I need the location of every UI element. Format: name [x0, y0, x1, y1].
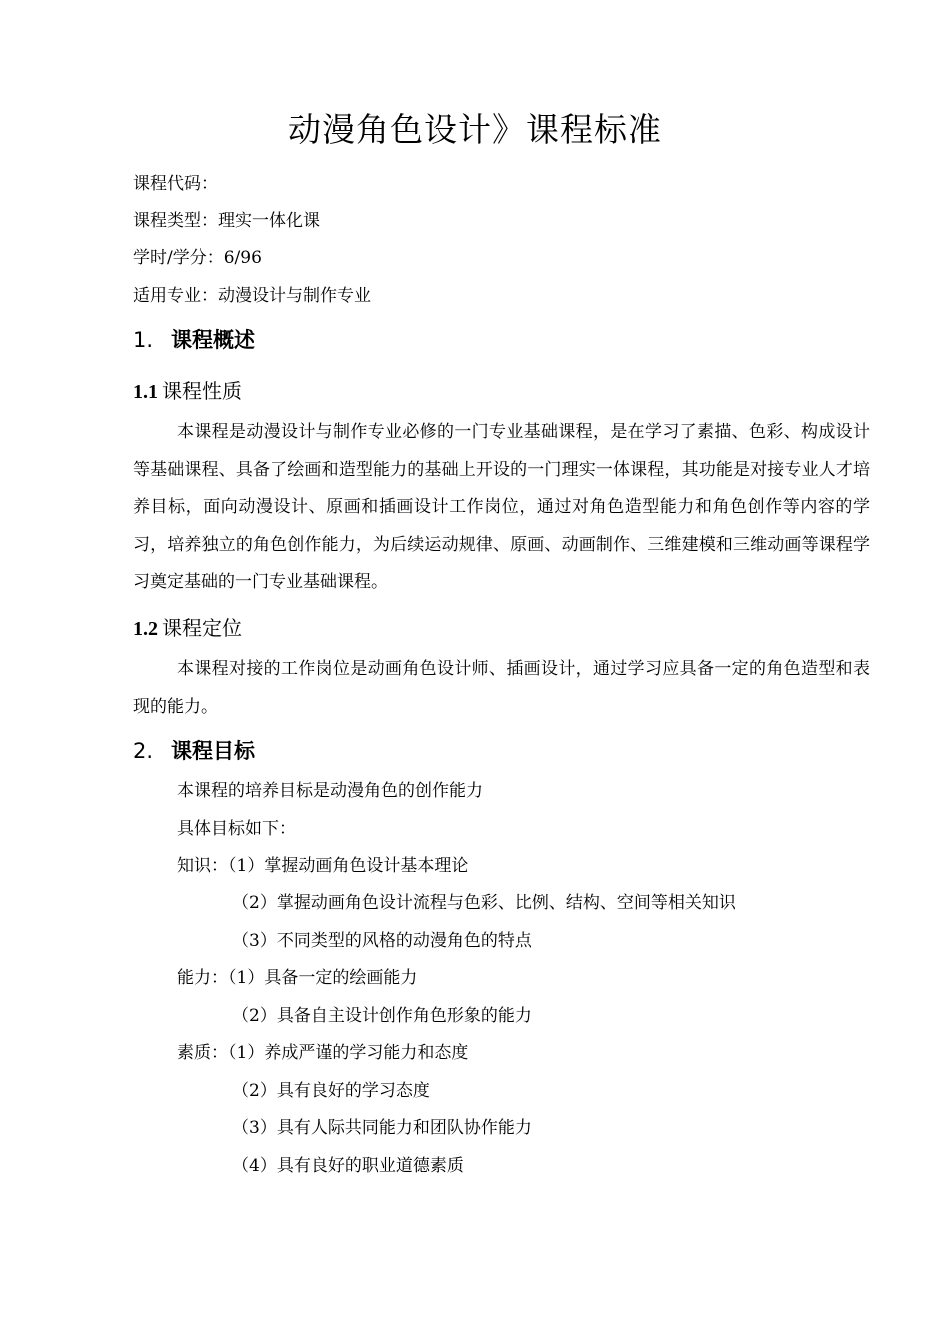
section-2-number: 2.	[133, 739, 154, 763]
quality-label: 素质：	[177, 1043, 228, 1063]
section-1-1-number: 1.1	[133, 381, 158, 403]
knowledge-item-1: （1）掌握动画角色设计基本理论	[228, 856, 469, 876]
section-2-title: 课程目标	[171, 739, 255, 763]
section-1-2-heading	[133, 615, 242, 642]
course-nature-paragraph: 本课程是动漫设计与制作专业必修的一门专业基础课程，是在学习了素描、色彩、构成设计等基础课程、具备了绘画和造型能力的基础上开设的一门理实一体课程，其功能是对接专业人才培养目标，面向动漫设计、原画和插画设计工作岗位，通过对角色造型能力和角色创作等内容的学习，培养独立的角色创作能力，为后续运动规律、原画、动画制作、三维建模和三维动画等课程学习奠定基础的一门专业基础课程。	[133, 422, 870, 592]
section-1-heading	[133, 326, 255, 354]
objective-intro: 本课程的培养目标是动漫角色的创作能力	[177, 781, 483, 801]
course-code: 课程代码：	[133, 174, 218, 194]
quality-item	[177, 1042, 468, 1064]
section-1-1-heading	[133, 378, 242, 405]
ability-item	[177, 967, 417, 989]
knowledge-label: 知识：	[177, 856, 228, 876]
section-1-title: 课程概述	[171, 328, 255, 352]
knowledge-item-3: （3）不同类型的风格的动漫角色的特点	[232, 931, 532, 951]
objective-intro-2: 具体目标如下：	[177, 819, 296, 839]
section-1-2-title: 课程定位	[162, 616, 242, 640]
quality-item-1: （1）养成严谨的学习能力和态度	[228, 1043, 469, 1063]
quality-item-3: （3）具有人际共同能力和团队协作能力	[232, 1118, 532, 1138]
knowledge-item	[177, 855, 468, 877]
ability-item-2: （2）具备自主设计创作角色形象的能力	[232, 1006, 532, 1026]
knowledge-item-2: （2）掌握动画角色设计流程与色彩、比例、结构、空间等相关知识	[232, 893, 736, 913]
section-1-number: 1.	[133, 328, 154, 352]
document-title: 动漫角色设计》课程标准	[288, 110, 662, 149]
section-1-1-title: 课程性质	[162, 379, 242, 403]
course-major: 适用专业：动漫设计与制作专业	[133, 286, 371, 306]
course-type: 课程类型：理实一体化课	[133, 211, 320, 231]
quality-item-4: （4）具有良好的职业道德素质	[232, 1156, 464, 1176]
section-1-2-number: 1.2	[133, 618, 158, 640]
section-2-heading	[133, 737, 255, 765]
course-position-paragraph: 本课程对接的工作岗位是动画角色设计师、插画设计，通过学习应具备一定的角色造型和表现的能力。	[133, 659, 870, 717]
quality-item-2: （2）具有良好的学习态度	[232, 1081, 430, 1101]
ability-item-1: （1）具备一定的绘画能力	[228, 968, 418, 988]
course-hours: 学时/学分：6/96	[133, 248, 262, 268]
ability-label: 能力：	[177, 968, 228, 988]
